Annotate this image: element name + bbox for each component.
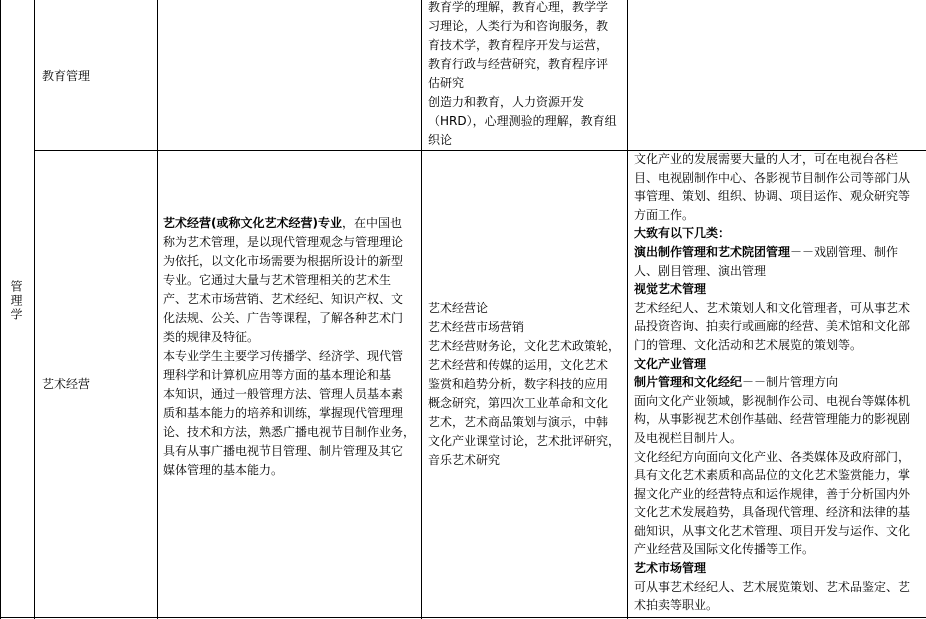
career-heading (634, 373, 926, 392)
career-text: 构，从事影视艺术创作基础、经营管理能力的影视剧 (634, 412, 911, 427)
career-text: 可从事艺术经纪人、艺术展览策划、艺术品鉴定、艺 (634, 579, 911, 594)
career-text: 大致有以下几类： (634, 226, 731, 241)
major-education-management (42, 67, 90, 84)
courses-art-management (428, 299, 624, 470)
course-line: 艺术，艺术商品策划与演示，中韩 (428, 415, 609, 429)
table-border-left (0, 0, 1, 619)
course-line: 文化产业课堂讨论，艺术批评研究， (428, 434, 621, 448)
career-line (634, 522, 926, 541)
intro-line: 论、技术和方法，熟悉广播电视节目制作业务， (163, 425, 416, 439)
career-text: 人、剧目管理、演出管理 (634, 263, 767, 278)
career-line (634, 466, 926, 485)
career-heading (634, 355, 926, 374)
intro-art-management (163, 214, 419, 480)
career-text: 面向文化产业领域，影视制作公司、电视台等媒体机 (634, 393, 911, 408)
intro-title: 艺术经营(或称文化艺术经营)专业 (163, 216, 342, 230)
career-heading (634, 224, 926, 243)
intro-line: 为依托，以文化市场需要为根据所设计的新型 (163, 254, 404, 268)
career-text: 具有文化艺术素质和高品位的文化艺术鉴赏能力，掌 (634, 468, 911, 483)
intro-line: 产、艺术市场营销、艺术经纪、知识产权、文 (163, 292, 404, 306)
course-line: 估研究 (428, 76, 465, 90)
course-line: 音乐艺术研究 (428, 453, 501, 467)
course-line: 艺术经营论 (428, 301, 489, 315)
column-divider-3 (421, 0, 422, 619)
intro-line (163, 214, 419, 233)
intro-line: 媒体管理的基本能力。 (163, 463, 284, 477)
course-line: （HRD），心理测验的理解，教育组 (428, 114, 617, 128)
course-line: 创造力和教育，人力资源开发 (428, 95, 585, 109)
course-line: 织论 (428, 133, 453, 147)
course-line: 概念研究，第四次工业革命和文化 (428, 396, 609, 410)
course-line: 教育学的理解，教育心理，教学学 (428, 0, 609, 14)
career-text: 产业经营及国际文化传播等工作。 (634, 542, 815, 557)
career-art-management (634, 150, 926, 615)
career-text-rest: －－戏剧管理、制作 (790, 244, 899, 259)
courses-education-management (428, 0, 624, 150)
career-text: 文化产业管理 (634, 356, 707, 371)
column-divider-1 (34, 0, 35, 619)
course-line: 艺术经营和传媒的运用，文化艺术 (428, 358, 609, 372)
career-text: 制片管理和文化经纪 (634, 375, 743, 390)
career-line (634, 187, 926, 206)
career-text: 握文化产业的经营特点和运作规律，善于分析国内外 (634, 486, 911, 501)
career-text: 及电视栏目制片人。 (634, 430, 743, 445)
course-line: 鉴赏和趋势分析，数字科技的应用 (428, 377, 609, 391)
category-label-text: 管理学 (9, 280, 23, 322)
career-text: 文化产业的发展需要大量的人才，可在电视台各栏 (634, 152, 899, 166)
column-divider-2 (157, 0, 158, 619)
intro-title-rest: ，在中国也 (341, 216, 402, 230)
career-line (634, 317, 926, 336)
column-divider-4 (627, 0, 628, 619)
career-text: 艺术经纪人、艺术策划人和文化管理者，可从事艺术 (634, 300, 911, 315)
intro-line: 称为艺术管理，是以现代管理观念与管理理论 (163, 235, 404, 249)
course-line: 艺术经营财务论，文化艺术政策轮， (428, 339, 621, 353)
career-text: 艺术市场管理 (634, 561, 707, 576)
career-text: 术拍卖等职业。 (634, 598, 719, 613)
course-line: 艺术经营市场营销 (428, 320, 525, 334)
intro-line: 理科学和计算机应用等方面的基本理论和基 (163, 368, 392, 382)
career-line (634, 429, 926, 448)
career-text: 门的管理、文化活动和艺术展览的策划等。 (634, 337, 863, 352)
career-text-rest: －－制片管理方向 (742, 375, 839, 390)
intro-line: 专业。它通过大量与艺术管理相关的艺术生 (163, 273, 392, 287)
career-text: 目、电视剧制作中心、各影视节目制作公司等部门从 (634, 170, 911, 185)
intro-line: 类的规律及特征。 (163, 330, 260, 344)
career-heading (634, 243, 926, 262)
major-name: 艺术经营 (42, 377, 91, 391)
career-line (634, 410, 926, 429)
career-line (634, 503, 926, 522)
career-line (634, 485, 926, 504)
career-line (634, 206, 926, 225)
career-line (634, 262, 926, 281)
career-heading (634, 280, 926, 299)
table-border-bottom (0, 617, 926, 618)
career-line (634, 169, 926, 188)
career-text: 方面工作。 (634, 207, 695, 222)
intro-line: 化法规、公关、广告等课程，了解各种艺术门 (163, 311, 404, 325)
intro-line: 本知识，通过一般管理方法、管理人员基本素 (163, 387, 404, 401)
career-line (634, 150, 926, 169)
major-name: 教育管理 (42, 69, 91, 83)
major-art-management (42, 375, 90, 392)
course-line: 育技术学，教育程序开发与运营， (428, 38, 609, 52)
career-text: 文化经纪方向面向文化产业、各类媒体及政府部门， (634, 449, 911, 464)
career-text: 础知识，从事文化艺术管理、项目开发与运作、文化 (634, 523, 911, 538)
career-line (634, 540, 926, 559)
intro-line: 本专业学生主要学习传播学、经济学、现代管 (163, 349, 404, 363)
career-line (634, 578, 926, 597)
career-line (634, 336, 926, 355)
intro-line: 质和基本能力的培养和训练，掌握现代管理理 (163, 406, 404, 420)
career-text: 品投资咨询、拍卖行或画廊的经营、美术馆和文化部 (634, 319, 911, 334)
course-line: 习理论，人类行为和咨询服务，教 (428, 19, 609, 33)
course-line: 教育行政与经营研究，教育程序评 (428, 57, 609, 71)
career-line (634, 299, 926, 318)
intro-line: 具有从事广播电视节目管理、制片管理及其它 (163, 444, 404, 458)
career-text: 视觉艺术管理 (634, 282, 707, 297)
career-line (634, 392, 926, 411)
career-line (634, 448, 926, 467)
career-heading (634, 559, 926, 578)
career-text: 事管理、策划、组织、协调、项目运作、观众研究等 (634, 189, 911, 204)
career-text: 演出制作管理和艺术院团管理 (634, 244, 791, 259)
career-text: 文化艺术发展趋势，具备现代管理、经济和法律的基 (634, 505, 911, 520)
category-label (7, 280, 21, 327)
career-line (634, 596, 926, 615)
